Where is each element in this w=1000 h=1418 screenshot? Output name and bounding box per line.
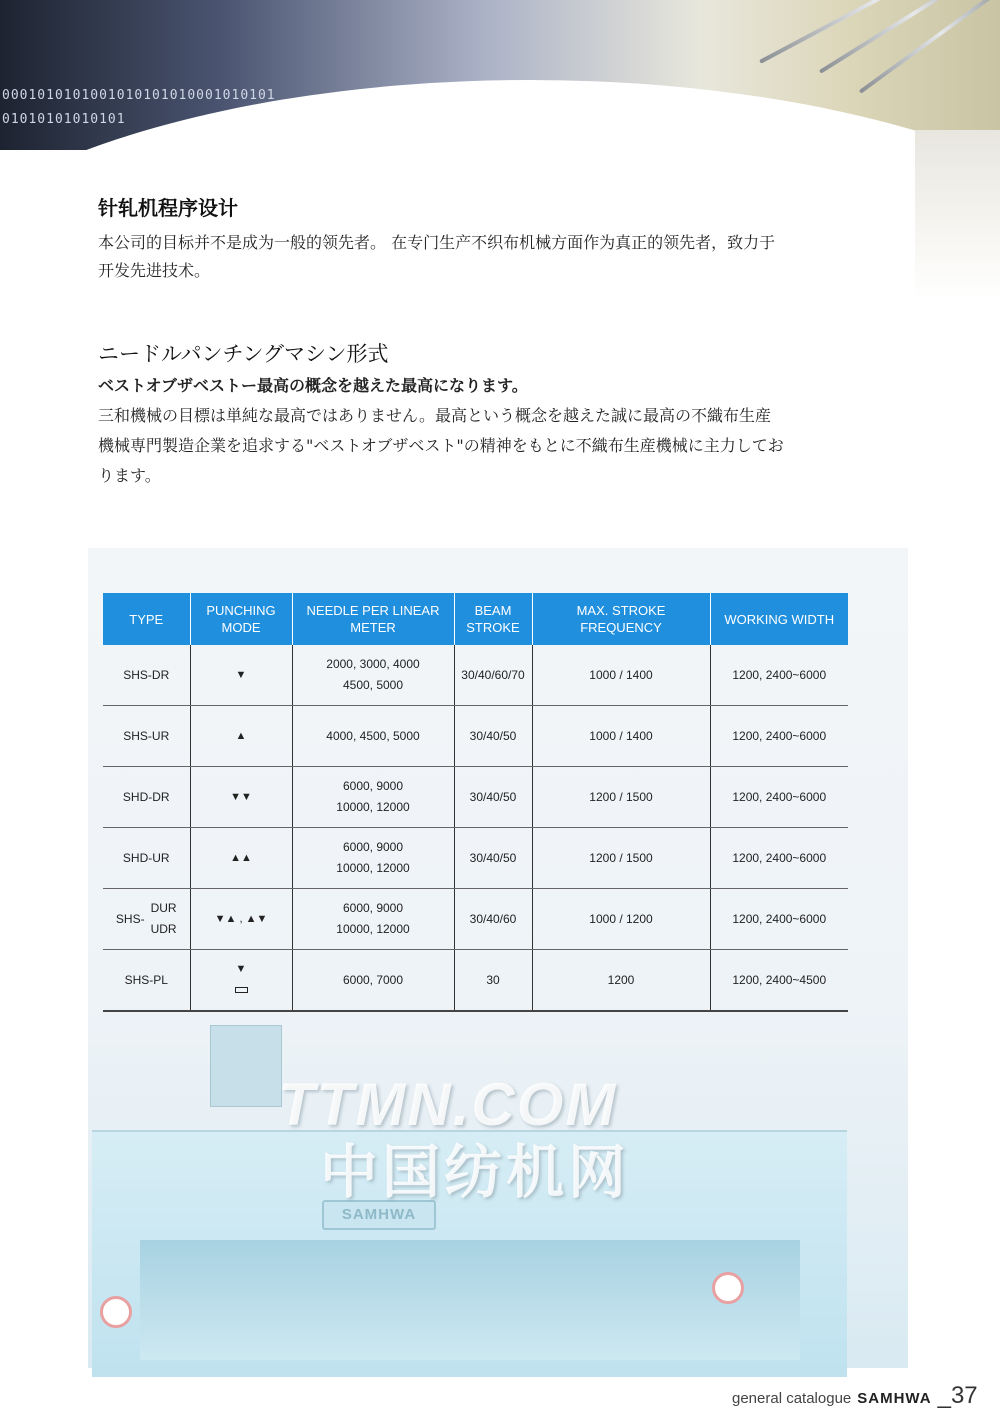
watermark-text-2: 中国纺机网 — [320, 1138, 631, 1206]
binary-pattern-row1: 0001010101001010101010001010101 — [2, 88, 276, 103]
table-row — [103, 645, 848, 706]
table-row — [103, 706, 848, 767]
page-number: _37 — [937, 1382, 978, 1409]
cell-needle: 2000, 3000, 4000 4500, 5000 — [292, 645, 454, 706]
body-text-jp-line3: ります。 — [98, 466, 161, 485]
section-subtitle-jp: ベストオブザベストー最高の概念を越えた最高になります。 — [98, 376, 528, 395]
table-row — [103, 828, 848, 889]
header-working-width: WORKING WIDTH — [710, 593, 848, 645]
cell-needle: 6000, 9000 10000, 12000 — [292, 767, 454, 828]
header-needle: NEEDLE PER LINEAR METER — [292, 593, 454, 645]
punch-double-up-icon: ▲▲ — [190, 828, 292, 889]
body-text-cn-line2: 开发先进技术。 — [98, 261, 211, 280]
body-text-cn-line1: 本公司的目标并不是成为一般的领先者。 在专门生产不织布机械方面作为真正的领先者，致力于 — [98, 233, 776, 252]
watermark-text-1: TTMN.COM — [278, 1071, 618, 1138]
punch-plate-icon: ▼ — [190, 950, 292, 1012]
punch-down-up-icon: ▼▲ , ▲▼ — [190, 889, 292, 950]
cell-needle: 6000, 7000 — [292, 950, 454, 1012]
warning-sign-icon — [712, 1272, 744, 1304]
cell-needle: 6000, 9000 10000, 12000 — [292, 828, 454, 889]
cell-beam: 30/40/60/70 — [454, 645, 532, 706]
plate-icon — [235, 987, 248, 993]
cell-type: SHD-DR — [103, 767, 190, 828]
cell-frequency: 1200 / 1500 — [532, 767, 710, 828]
cell-type: SHS-UR — [103, 706, 190, 767]
needle-graphic — [859, 0, 1000, 94]
machine-control-panel — [210, 1025, 282, 1107]
header-type: TYPE — [103, 593, 190, 645]
table-row — [103, 889, 848, 950]
table-header-row — [103, 593, 848, 645]
cell-width: 1200, 2400~6000 — [710, 767, 848, 828]
cell-needle: 4000, 4500, 5000 — [292, 706, 454, 767]
cell-width: 1200, 2400~4500 — [710, 950, 848, 1012]
cell-frequency: 1000 / 1400 — [532, 706, 710, 767]
footer-catalogue: general catalogue — [732, 1390, 852, 1407]
section-title-jp: ニードルパンチングマシン形式 — [98, 342, 389, 366]
cell-needle: 6000, 9000 10000, 12000 — [292, 889, 454, 950]
needle-graphic — [759, 0, 990, 64]
warning-sign-icon — [100, 1296, 132, 1328]
page-footer — [732, 1382, 978, 1410]
section-title-cn: 针轧机程序设计 — [98, 196, 238, 220]
machine-opening — [140, 1240, 800, 1360]
cell-width: 1200, 2400~6000 — [710, 828, 848, 889]
cell-frequency: 1200 / 1500 — [532, 828, 710, 889]
cell-type: SHS-PL — [103, 950, 190, 1012]
body-text-jp-line1: 三和機械の目標は単純な最高ではありません。最高という概念を越えた誠に最高の不織布生産 — [98, 406, 771, 425]
body-text-jp-line2: 機械専門製造企業を追求する"ベストオブザベスト"の精神をもとに不織布生産機械に主力してお — [98, 436, 784, 455]
table-row — [103, 767, 848, 828]
binary-pattern-row2: 01010101010101 — [2, 112, 126, 127]
cell-frequency: 1200 — [532, 950, 710, 1012]
punch-up-icon: ▲ — [190, 706, 292, 767]
punch-double-down-icon: ▼▼ — [190, 767, 292, 828]
cell-beam: 30 — [454, 950, 532, 1012]
machine-logo-plate: SAMHWA — [322, 1200, 436, 1230]
cell-beam: 30/40/50 — [454, 767, 532, 828]
cell-width: 1200, 2400~6000 — [710, 706, 848, 767]
cell-type: SHS- DUR UDR — [103, 889, 190, 950]
header-side-strip — [915, 130, 1000, 300]
cell-width: 1200, 2400~6000 — [710, 889, 848, 950]
cell-frequency: 1000 / 1200 — [532, 889, 710, 950]
cell-type: SHS-DR — [103, 645, 190, 706]
cell-width: 1200, 2400~6000 — [710, 645, 848, 706]
cell-type: SHD-UR — [103, 828, 190, 889]
table-row — [103, 950, 848, 1012]
footer-brand-logo: SAMHWA — [857, 1390, 932, 1407]
cell-beam: 30/40/50 — [454, 828, 532, 889]
header-banner — [0, 0, 1000, 150]
header-beam-stroke: BEAM STROKE — [454, 593, 532, 645]
header-frequency: MAX. STROKE FREQUENCY — [532, 593, 710, 645]
cell-beam: 30/40/50 — [454, 706, 532, 767]
header-punching-mode: PUNCHING MODE — [190, 593, 292, 645]
cell-beam: 30/40/60 — [454, 889, 532, 950]
spec-table — [103, 593, 848, 1012]
punch-down-icon: ▼ — [190, 645, 292, 706]
cell-frequency: 1000 / 1400 — [532, 645, 710, 706]
